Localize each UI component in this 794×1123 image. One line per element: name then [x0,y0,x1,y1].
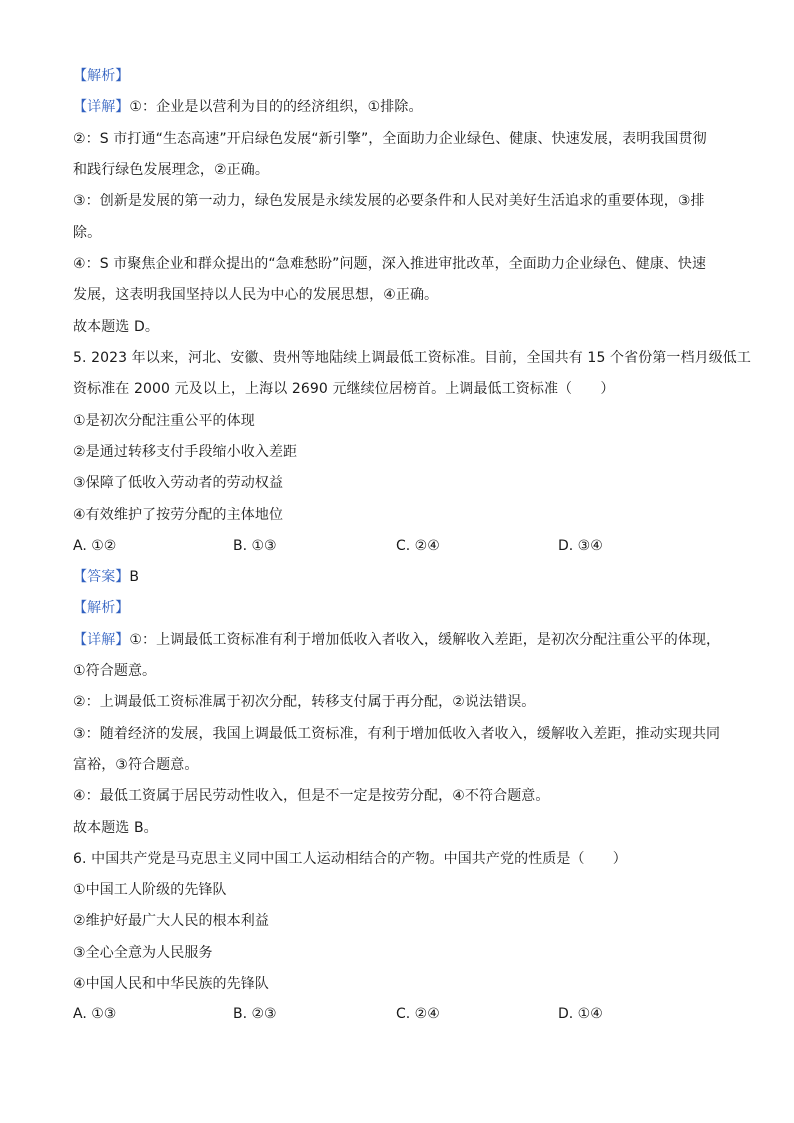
option-d: D. ①④ [558,1006,603,1022]
paragraph-line: ②：S 市打通“生态高速”开启绿色发展“新引擎”，全面助力企业绿色、健康、快速发展，表明我国贯彻 [73,131,707,147]
question-5-item: ③保障了低收入劳动者的劳动权益 [73,475,284,491]
question-6-item: ①中国工人阶级的先锋队 [73,882,227,898]
option-a: A. ①② [73,538,117,554]
paragraph-line: 发展，这表明我国坚持以人民为中心的发展思想，④正确。 [73,287,439,303]
question-6-item: ②维护好最广大人民的根本利益 [73,913,269,929]
question-6-item: ④中国人民和中华民族的先锋队 [73,976,269,992]
option-c: C. ②④ [396,1006,440,1022]
analysis-heading [73,599,723,617]
analysis-heading [73,67,723,85]
detail-tag: 【详解】 [73,99,130,115]
question-6-item: ③全心全意为人民服务 [73,945,213,961]
paragraph-line: 富裕，③符合题意。 [73,757,199,773]
paragraph-line: ②：上调最低工资标准属于初次分配，转移支付属于再分配，②说法错误。 [73,694,536,710]
detail-text: ①：企业是以营利为目的的经济组织，①排除。 [129,99,423,115]
paragraph-line: ④：S 市聚焦企业和群众提出的“急难愁盼”问题，深入推进审批改革，全面助力企业绿色、健康、快速 [73,256,707,272]
question-6-stem: 6. 中国共产党是马克思主义同中国工人运动相结合的产物。中国共产党的性质是（ ） [73,851,627,867]
question-5-stem: 资标准在 2000 元及以上，上海以 2690 元继续位居榜首。上调最低工资标准（ ） [73,381,615,397]
answer-tag: 【答案】 [73,569,130,585]
question-5-item: ④有效维护了按劳分配的主体地位 [73,507,284,523]
question-5-item: ②是通过转移支付手段缩小收入差距 [73,444,298,460]
analysis-tag: 【解析】 [73,600,130,616]
paragraph-line: ①符合题意。 [73,663,157,679]
option-b: B. ①③ [233,538,277,554]
detail-line [73,98,723,116]
detail-tag: 【详解】 [73,632,130,648]
paragraph-line: 除。 [73,225,102,241]
analysis-tag: 【解析】 [73,68,130,84]
option-d: D. ③④ [558,538,603,554]
question-6-options [73,1005,723,1023]
detail-line [73,631,723,649]
option-b: B. ②③ [233,1006,277,1022]
paragraph-line: ④：最低工资属于居民劳动性收入，但是不一定是按劳分配，④不符合题意。 [73,788,550,804]
conclusion-line: 故本题选 D。 [73,319,159,335]
detail-text: ①：上调最低工资标准有利于增加低收入者收入，缓解收入差距，是初次分配注重公平的体现， [129,632,721,648]
question-5-options [73,537,723,555]
conclusion-line: 故本题选 B。 [73,820,158,836]
paragraph-line: ③：随着经济的发展，我国上调最低工资标准，有利于增加低收入者收入，缓解收入差距，推动实现共同 [73,726,721,742]
option-c: C. ②④ [396,538,440,554]
answer-value: B [129,569,140,585]
paragraph-line: 和践行绿色发展理念，②正确。 [73,162,269,178]
option-a: A. ①③ [73,1006,117,1022]
paragraph-line: ③：创新是发展的第一动力，绿色发展是永续发展的必要条件和人民对美好生活追求的重要体现，③排 [73,193,705,209]
question-5-item: ①是初次分配注重公平的体现 [73,413,255,429]
question-5-stem: 5. 2023 年以来，河北、安徽、贵州等地陆续上调最低工资标准。目前，全国共有 15 个省份第一档月级低工 [73,350,751,366]
answer-line [73,568,723,586]
